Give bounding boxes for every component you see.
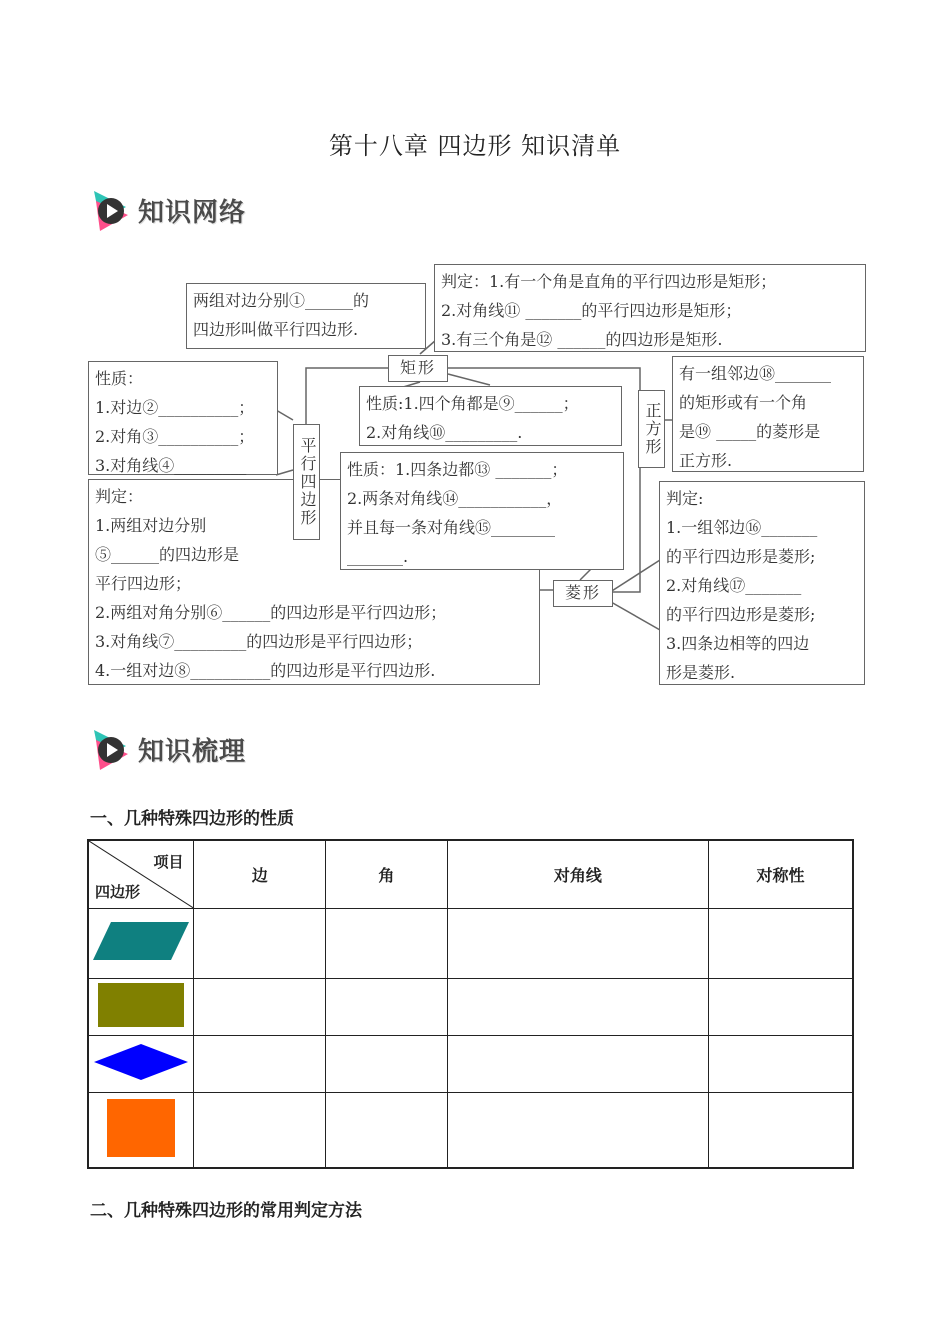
props-line: 2.对角③__________；	[95, 427, 255, 446]
table-cell[interactable]	[447, 1092, 708, 1168]
rect-criteria-line: 2.对角线⑪ _______的平行四边形是矩形；	[441, 301, 742, 320]
rhombus-criteria	[659, 481, 865, 685]
corner-top-label: 项目	[153, 853, 184, 871]
section-banner-review	[90, 724, 246, 774]
header-side: 边	[194, 840, 326, 908]
square-line: 是⑲ _____的菱形是	[679, 422, 821, 441]
parallelogram-definition	[186, 283, 426, 349]
table-cell[interactable]	[447, 908, 708, 978]
rhombus-criteria-line: 3.四条边相等的四边	[666, 634, 810, 653]
rhombus-properties	[340, 452, 624, 570]
table-cell[interactable]	[708, 908, 853, 978]
rhombus-props-line: _______.	[347, 547, 409, 566]
table-cell[interactable]	[194, 978, 326, 1035]
rect-props-line: 2.对角线⑩_________.	[366, 423, 523, 442]
table-cell[interactable]	[194, 1035, 326, 1092]
table-row	[88, 978, 853, 1035]
table-cell[interactable]	[708, 1035, 853, 1092]
table-row	[88, 1092, 853, 1168]
table-cell[interactable]	[326, 978, 448, 1035]
shape-cell	[88, 978, 194, 1035]
parallelogram-label: 平行四边形	[293, 424, 320, 540]
square-line: 有一组邻边⑱_______	[679, 364, 832, 383]
square-line: 正方形.	[679, 451, 733, 470]
section-title: 知识网络	[138, 197, 247, 228]
parallelogram-shape-icon	[91, 920, 191, 962]
rhombus-props-line: 性质：1.四条边都⑬ _______；	[347, 460, 568, 479]
rect-props-line: 性质:1.四个角都是⑨______；	[366, 394, 579, 413]
page-title: 第十八章 四边形 知识清单	[328, 132, 622, 160]
rhombus-props-line: 并且每一条对角线⑮________	[347, 518, 556, 537]
header-diagonal: 对角线	[447, 840, 708, 908]
rectangle-shape-icon	[97, 982, 185, 1028]
table-cell[interactable]	[326, 908, 448, 978]
definition-line-1: 两组对边分别①______的	[193, 291, 370, 310]
rectangle-label: 矩形	[388, 355, 448, 382]
shape-cell	[88, 908, 194, 978]
square-definition	[672, 356, 864, 472]
properties-table	[87, 839, 854, 1169]
parallelogram-properties	[88, 361, 278, 475]
rhombus-shape-icon	[93, 1043, 189, 1081]
criteria-line: 1.两组对边分别	[95, 516, 207, 535]
header-symmetry: 对称性	[708, 840, 853, 908]
shape-cell	[88, 1035, 194, 1092]
definition-line-2: 四边形叫做平行四边形.	[193, 320, 359, 339]
table-cell[interactable]	[194, 1092, 326, 1168]
header-angle: 角	[326, 840, 448, 908]
play-logo-icon	[90, 726, 132, 772]
table-cell[interactable]	[708, 1092, 853, 1168]
corner-bottom-label: 四边形	[95, 882, 141, 901]
table-cell[interactable]	[194, 908, 326, 978]
square-line: 的矩形或有一个角	[679, 393, 808, 412]
rhombus-criteria-line: 1.一组邻边⑯_______	[666, 518, 818, 537]
table-corner-cell	[88, 840, 194, 908]
table-cell[interactable]	[326, 1035, 448, 1092]
section-title: 知识梳理	[138, 736, 247, 767]
table-row	[88, 1035, 853, 1092]
rhombus-criteria-line: 判定:	[666, 489, 704, 508]
shape-cell	[88, 1092, 194, 1168]
table-header-row	[88, 840, 853, 908]
rhombus-criteria-line: 形是菱形.	[666, 663, 736, 682]
table-cell[interactable]	[447, 978, 708, 1035]
props-line: 3.对角线④_________	[95, 456, 247, 475]
square-shape-icon	[106, 1098, 176, 1158]
rhombus-label: 菱形	[553, 580, 613, 607]
table-cell[interactable]	[708, 978, 853, 1035]
criteria-line: ⑤______的四边形是	[95, 545, 240, 564]
table-cell[interactable]	[447, 1035, 708, 1092]
rectangle-properties	[359, 386, 622, 446]
rect-criteria-line: 3.有三个角是⑫ ______的四边形是矩形.	[441, 330, 723, 349]
table-cell[interactable]	[326, 1092, 448, 1168]
criteria-heading: 判定：	[95, 487, 144, 506]
rhombus-props-line: 2.两条对角线⑭___________，	[347, 489, 563, 508]
rhombus-criteria-line: 的平行四边形是菱形;	[666, 605, 816, 624]
props-line: 1.对边②__________；	[95, 398, 255, 417]
criteria-line: 4.一组对边⑧__________的四边形是平行四边形.	[95, 661, 436, 680]
part1-heading: 一、几种特殊四边形的性质	[90, 809, 294, 829]
rhombus-criteria-line: 2.对角线⑰_______	[666, 576, 802, 595]
rectangle-criteria	[434, 264, 866, 352]
criteria-line: 平行四边形；	[95, 574, 192, 593]
rhombus-criteria-line: 的平行四边形是菱形;	[666, 547, 816, 566]
props-heading: 性质：	[95, 369, 144, 388]
table-row	[88, 908, 853, 978]
part2-heading: 二、几种特殊四边形的常用判定方法	[90, 1201, 362, 1221]
rect-criteria-line: 判定：1.有一个角是直角的平行四边形是矩形；	[441, 272, 777, 291]
criteria-line: 2.两组对角分别⑥______的四边形是平行四边形；	[95, 603, 447, 622]
square-label: 正方形	[638, 390, 665, 468]
criteria-line: 3.对角线⑦_________的四边形是平行四边形；	[95, 632, 423, 651]
